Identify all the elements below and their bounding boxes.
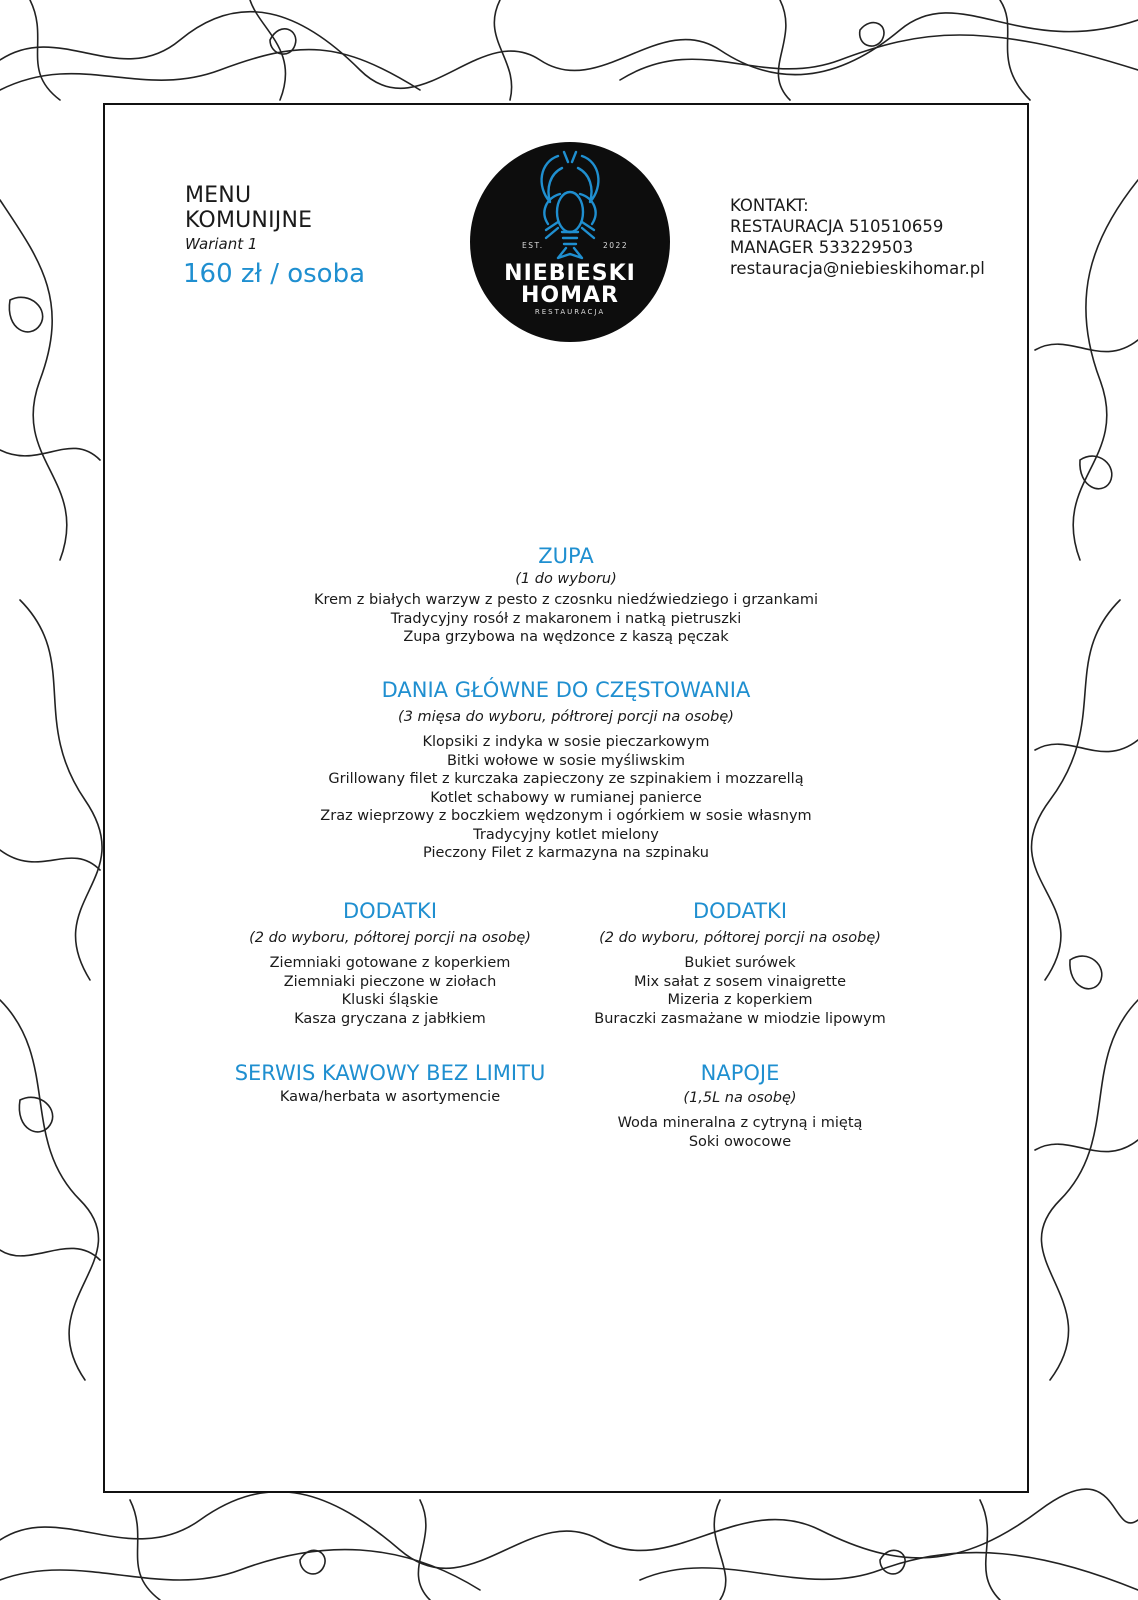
section-dodatki-right (565, 898, 915, 1028)
section-items (215, 1088, 565, 1107)
list-item: Mix sałat z sosem vinaigrette (633, 973, 847, 990)
menu-price: 160 zł / osoba (183, 259, 366, 289)
restaurant-logo (470, 142, 670, 342)
contact-email: restauracja@niebieskihomar.pl (730, 259, 985, 278)
list-item: Mizeria z koperkiem (667, 992, 813, 1008)
list-item: Krem z białych warzyw z pesto z czosnku niedźwiedziego i grzankami (313, 592, 819, 608)
list-item: Pieczony Filet z karmazyna na szpinaku (423, 845, 709, 861)
list-item: Kasza gryczana z jabłkiem (294, 1010, 486, 1027)
section-title: ZUPA (538, 544, 594, 568)
list-item: Zraz wieprzowy z boczkiem wędzonym i ogórkiem w sosie własnym (320, 808, 812, 824)
section-note: (1,5L na osobę) (683, 1090, 797, 1106)
section-dania-glowne (105, 677, 1027, 863)
list-item: Woda mineralna z cytryną i miętą (617, 1115, 863, 1131)
section-title: DODATKI (342, 899, 438, 923)
section-note: (3 mięsa do wyboru, półtrorej porcji na osobę) (398, 709, 734, 725)
menu-title-line2: KOMUNIJNE (185, 208, 313, 233)
section-dodatki-left (215, 898, 565, 1028)
list-item: Zupa grzybowa na wędzonce z kaszą pęczak (403, 629, 729, 645)
menu-title-line1: MENU (185, 183, 252, 208)
svg-text:NIEBIESKI: NIEBIESKI (504, 261, 636, 286)
section-note: (1 do wyboru) (515, 571, 617, 587)
list-item: Buraczki zasmażane w miodzie lipowym (594, 1010, 886, 1027)
section-title: DODATKI (692, 899, 788, 923)
section-items (105, 591, 1027, 647)
svg-text:RESTAURACJA: RESTAURACJA (534, 308, 606, 316)
svg-text:HOMAR: HOMAR (521, 283, 619, 308)
menu-variant: Wariant 1 (185, 235, 258, 253)
section-items (565, 1114, 915, 1151)
section-note: (2 do wyboru, półtorej porcji na osobę) (599, 930, 881, 946)
list-item: Kawa/herbata w asortymencie (279, 1089, 501, 1105)
section-zupa (105, 543, 1027, 647)
svg-text:EST.: EST. (522, 241, 544, 250)
section-title: NAPOJE (700, 1061, 780, 1085)
list-item: Soki owocowe (688, 1133, 792, 1150)
section-note: (2 do wyboru, półtorej porcji na osobę) (249, 930, 531, 946)
list-item: Klopsiki z indyka w sosie pieczarkowym (422, 734, 710, 750)
list-item: Ziemniaki pieczone w ziołach (283, 973, 497, 990)
section-items (565, 954, 915, 1028)
section-serwis-kawowy (215, 1060, 565, 1107)
svg-text:2022: 2022 (603, 241, 629, 250)
menu-title (185, 183, 312, 233)
list-item: Grillowany filet z kurczaka zapieczony ze szpinakiem i mozzarellą (328, 771, 804, 787)
list-item: Bitki wołowe w sosie myśliwskim (446, 752, 686, 769)
section-title: DANIA GŁÓWNE DO CZĘSTOWANIA (381, 678, 751, 702)
list-item: Kluski śląskie (341, 992, 439, 1008)
list-item: Tradycyjny rosół z makaronem i natką pietruszki (390, 610, 742, 627)
section-title: SERWIS KAWOWY BEZ LIMITU (234, 1061, 546, 1085)
contact-manager-phone: MANAGER 533229503 (730, 238, 914, 257)
list-item: Kotlet schabowy w rumianej panierce (430, 789, 702, 806)
list-item: Tradycyjny kotlet mielony (473, 826, 659, 843)
section-items (215, 954, 565, 1028)
list-item: Bukiet surówek (684, 955, 796, 971)
section-items (105, 733, 1027, 863)
list-item: Ziemniaki gotowane z koperkiem (269, 955, 511, 971)
section-napoje (565, 1060, 915, 1151)
contact-block (730, 195, 985, 279)
contact-heading: KONTAKT: (730, 196, 809, 215)
contact-restaurant-phone: RESTAURACJA 510510659 (730, 217, 944, 236)
menu-page-frame (103, 103, 1029, 1493)
